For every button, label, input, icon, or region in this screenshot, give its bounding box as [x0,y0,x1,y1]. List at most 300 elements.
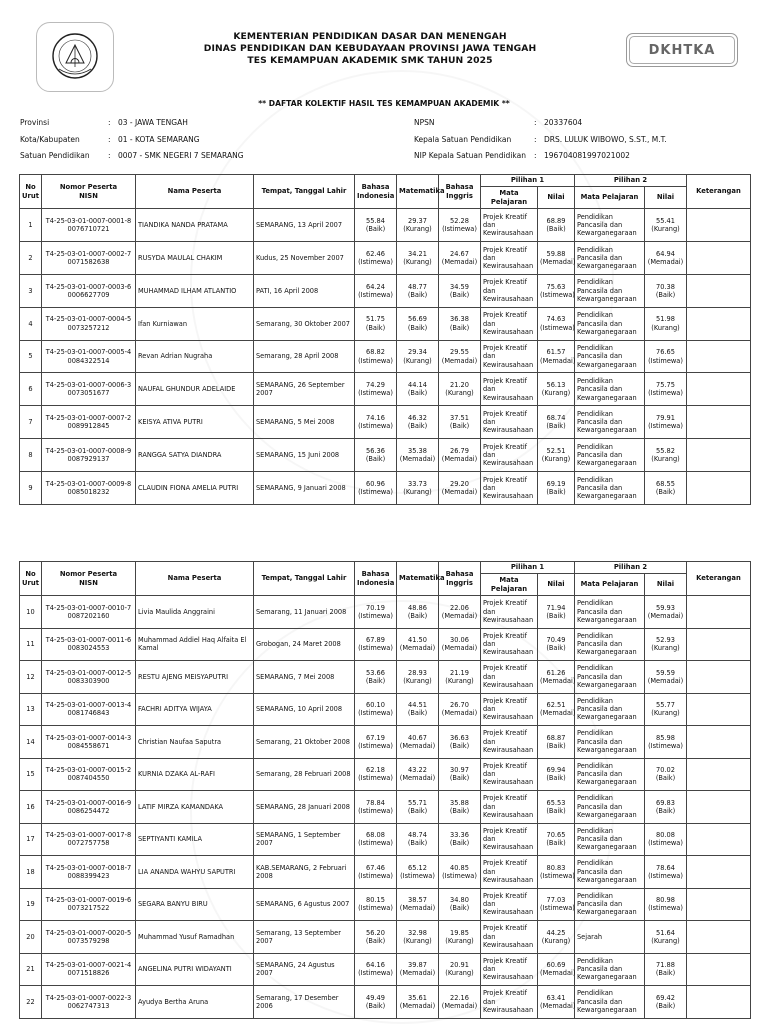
cell-nilai1 [538,241,575,274]
cell-nama [136,439,254,472]
score-value: 26.79 [450,446,469,455]
cell-nama [136,823,254,856]
subject-name: Projek Kreatif dan Kewirausahaan [483,278,534,303]
cell-ttl [254,791,355,824]
cell-no [20,596,42,629]
cell-nilai1 [538,953,575,986]
info-label: NIP Kepala Satuan Pendidikan [414,151,526,160]
nisn: 0086254472 [67,806,110,815]
cell-mapel2 [575,340,645,373]
score-value: 21.20 [450,381,469,390]
score-value: 60.10 [366,701,385,710]
col-ttl-header: Tempat, Tanggal Lahir [254,175,355,209]
row-number: 7 [28,418,33,427]
cell-mapel2 [575,241,645,274]
col-no-header: No Urut [20,562,42,596]
score-value: 41.50 [408,636,427,645]
participant-name: NAUFAL GHUNDUR ADELAIDE [138,385,236,394]
subject-name: Projek Kreatif dan Kewirausahaan [483,891,534,917]
score-value: 53.66 [366,668,385,677]
cell-no [20,406,42,439]
score-category: (Memadai) [399,644,436,653]
score-value: 70.65 [546,831,566,840]
birth-place-date: Semarang, 28 April 2008 [256,352,339,361]
birth-place-date: SEMARANG, 15 Juni 2008 [256,451,340,460]
cell-bing [439,241,481,274]
score-category: (Baik) [365,224,386,233]
cell-bing [439,628,481,661]
participant-number: T4-25-03-01-0007-0011-6 [45,636,132,645]
score-category: (Istimewa) [442,871,477,880]
cell-ttl [254,693,355,726]
birth-place-date: SEMARANG, 26 September 2007 [256,381,345,398]
cell-nomor [42,661,136,694]
score-value: 44.51 [408,701,427,710]
cell-mtk [397,406,439,439]
score-value: 34.80 [450,896,469,905]
cell-mtk [397,986,439,1019]
participant-number: T4-25-03-01-0007-0002-7 [45,249,132,258]
score-category: (Istimewa) [648,356,683,365]
cell-nomor [42,340,136,373]
score-category: (Baik) [407,709,428,718]
participant-name: FACHRI ADITYA WIJAYA [138,705,212,714]
birth-place-date: Semarang, 13 September 2007 [256,928,341,945]
cell-nama [136,340,254,373]
subject-name: Pendidikan Pancasila dan Kewarganegaraan [577,989,637,1014]
score-value: 29.20 [450,479,469,488]
nisn: 0089912845 [67,422,110,431]
score-category: (Istimewa) [648,904,683,913]
cell-nilai2 [645,823,687,856]
score-value: 56.20 [366,928,385,937]
cell-ttl [254,340,355,373]
score-category: (Memadai) [399,969,436,978]
score-category: (Istimewa) [358,611,393,620]
score-category: (Istimewa) [358,389,393,398]
participant-name: RUSYDA MAULAL CHAKIM [138,253,223,262]
cell-no [20,373,42,406]
cell-nomor [42,791,136,824]
cell-nilai1 [538,406,575,439]
cell-no [20,661,42,694]
birth-place-date: SEMARANG, 28 Januari 2008 [256,802,350,811]
score-category: (Baik) [546,611,566,620]
score-category: (Baik) [449,741,470,750]
score-value: 52.93 [656,636,675,645]
participant-name: KEISYA ATIVA PUTRI [138,418,203,427]
birth-place-date: SEMARANG, 6 Agustus 2007 [256,900,350,909]
score-value: 80.15 [366,896,385,905]
cell-nama [136,726,254,759]
table-row [20,921,751,954]
participant-number: T4-25-03-01-0007-0006-3 [45,381,132,390]
birth-place-date: Grobogan, 24 Maret 2008 [256,640,341,649]
col-nilai2-header: Nilai [645,187,687,209]
table-row [20,693,751,726]
cell-mapel1 [481,758,538,791]
participant-number: T4-25-03-01-0007-0003-6 [45,282,132,291]
score-category: (Istimewa) [358,709,393,718]
cell-bindo [355,953,397,986]
subject-name: Projek Kreatif dan Kewirausahaan [483,794,534,819]
nisn: 0073257212 [67,323,110,332]
cell-nilai1 [538,274,575,307]
col-bindo-header: Bahasa Indonesia [355,562,397,596]
col-bing-header: Bahasa Inggris [439,562,481,596]
score-category: (Baik) [546,839,566,848]
cell-nomor [42,307,136,340]
cell-mapel1 [481,693,538,726]
table-row [20,888,751,921]
nisn: 0087202160 [67,611,110,620]
nisn: 0087929137 [67,455,110,464]
cell-nomor [42,693,136,726]
score-value: 35.38 [408,446,427,455]
cell-nama [136,241,254,274]
cell-nama [136,628,254,661]
col-mtk-header: Matematika [397,562,439,596]
score-value: 75.75 [656,381,675,390]
score-value: 48.74 [408,831,427,840]
score-value: 36.63 [450,733,469,742]
participant-number: T4-25-03-01-0007-0010-7 [45,603,132,612]
subject-name: Pendidikan Pancasila dan Kewarganegaraan [577,826,637,852]
col-nama-header: Nama Peserta [136,562,254,596]
nisn: 0071518826 [67,969,110,978]
score-category: (Memadai) [441,709,478,718]
cell-mapel2 [575,274,645,307]
nisn: 0073579298 [67,936,110,945]
col-mapel1-header: Mata Pelajaran [481,574,538,596]
score-category: (Kurang) [403,488,432,497]
cell-no [20,693,42,726]
score-value: 46.32 [408,414,427,423]
cell-bing [439,274,481,307]
score-value: 68.08 [366,831,385,840]
cell-nomor [42,406,136,439]
cell-bing [439,726,481,759]
subject-name: Pendidikan Pancasila dan Kewarganegaraan [577,245,637,270]
birth-place-date: Semarang, 17 Desember 2006 [256,993,339,1010]
birth-place-date: Semarang, 30 Oktober 2007 [256,319,350,328]
score-category: (Baik) [449,839,470,848]
cell-bing [439,472,481,505]
cell-bindo [355,373,397,406]
subject-name: Pendidikan Pancasila dan Kewarganegaraan [577,409,637,435]
score-category: (Istimewa) [648,839,683,848]
cell-nomor [42,921,136,954]
subject-name: Pendidikan Pancasila dan Kewarganegaraan [577,377,637,402]
participant-number: T4-25-03-01-0007-0009-8 [45,479,132,488]
cell-mapel1 [481,373,538,406]
cell-mtk [397,241,439,274]
subject-name: Projek Kreatif dan Kewirausahaan [483,377,534,402]
info-row: Kepala Satuan Pendidikan : DRS. LULUK WIBOWO, S.ST., M.T. [414,132,667,149]
participant-name: SEGARA BANYU BIRU [138,900,208,909]
cell-ttl [254,856,355,889]
nisn: 0087404550 [67,774,110,783]
info-value: 196704081997021002 [544,151,630,160]
score-category: (Kurang) [541,936,571,945]
subject-name: Projek Kreatif dan Kewirausahaan [483,311,534,336]
table-row [20,953,751,986]
birth-place-date: KAB.SEMARANG, 2 Februari 2008 [256,863,347,880]
score-category: (Kurang) [445,676,474,685]
score-value: 61.26 [546,668,566,677]
score-value: 28.93 [408,668,427,677]
cell-nomor [42,274,136,307]
score-value: 55.41 [656,216,675,225]
score-category: (Memadai) [441,455,478,464]
score-value: 24.67 [450,249,469,258]
cell-mapel1 [481,823,538,856]
score-category: (Baik) [407,290,428,299]
cell-keterangan [687,472,751,505]
participant-number: T4-25-03-01-0007-0021-4 [45,961,132,970]
participant-number: T4-25-03-01-0007-0019-6 [45,896,132,905]
score-category: (Kurang) [651,455,680,464]
score-category: (Kurang) [541,455,571,464]
cell-nilai1 [538,758,575,791]
score-category: (Kurang) [403,224,432,233]
cell-no [20,888,42,921]
cell-ttl [254,726,355,759]
table-row [20,758,751,791]
score-category: (Baik) [407,389,428,398]
cell-bindo [355,209,397,242]
cell-mapel2 [575,439,645,472]
cell-nilai2 [645,888,687,921]
score-value: 74.16 [366,414,385,423]
score-category: (Baik) [546,774,566,783]
cell-nilai1 [538,921,575,954]
score-category: (Istimewa) [648,422,683,431]
cell-ttl [254,953,355,986]
score-value: 68.82 [366,348,385,357]
cell-bindo [355,856,397,889]
cell-mapel2 [575,758,645,791]
cell-mtk [397,758,439,791]
score-category: (Memadai) [441,356,478,365]
cell-bing [439,596,481,629]
cell-ttl [254,406,355,439]
info-label: Kota/Kabupaten [20,134,80,144]
nisn: 0071582638 [67,257,110,266]
birth-place-date: SEMARANG, 10 April 2008 [256,705,343,714]
cell-bindo [355,693,397,726]
score-value: 51.75 [366,315,385,324]
score-category: (Baik) [449,774,470,783]
table-row [20,209,751,242]
score-category: (Kurang) [651,323,680,332]
cell-nama [136,921,254,954]
cell-nomor [42,758,136,791]
table-row [20,373,751,406]
cell-bing [439,693,481,726]
cell-mtk [397,693,439,726]
score-value: 65.12 [408,863,427,872]
cell-nomor [42,726,136,759]
cell-mtk [397,373,439,406]
row-number: 10 [26,607,35,616]
score-value: 33.36 [450,831,469,840]
info-value: DRS. LULUK WIBOWO, S.ST., M.T. [544,134,667,144]
cell-nomor [42,953,136,986]
cell-nama [136,596,254,629]
cell-mapel1 [481,209,538,242]
list-heading: ** DAFTAR KOLEKTIF HASIL TES KEMAMPUAN AKADEMIK ** [258,99,510,108]
cell-nama [136,274,254,307]
cell-keterangan [687,241,751,274]
badge-label: DKHTKA [629,36,735,64]
cell-nilai2 [645,596,687,629]
score-category: (Memadai) [441,644,478,653]
participant-name: ANGELINA PUTRI WIDAYANTI [138,965,232,974]
score-category: (Istimewa) [358,422,393,431]
cell-nama [136,661,254,694]
row-number: 11 [26,640,35,649]
cell-nilai2 [645,921,687,954]
score-category: (Memadai) [647,611,684,620]
subject-name: Projek Kreatif dan Kewirausahaan [483,859,534,884]
score-value: 62.51 [546,701,566,710]
subject-name: Projek Kreatif dan Kewirausahaan [483,924,534,949]
participant-name: SEPTIYANTI KAMILA [138,835,203,844]
score-value: 30.06 [450,636,469,645]
info-label: Kepala Satuan Pendidikan [414,134,512,144]
col-keterangan-header: Keterangan [687,175,751,209]
school-info-right [414,115,667,165]
participant-name: MUHAMMAD ILHAM ATLANTIO [138,286,237,295]
score-category: (Memadai) [540,676,576,685]
score-value: 65.53 [546,798,566,807]
cell-mapel1 [481,307,538,340]
score-value: 60.69 [546,961,566,970]
cell-mapel2 [575,596,645,629]
score-value: 48.77 [408,282,427,291]
cell-mapel1 [481,274,538,307]
score-category: (Baik) [365,1001,386,1010]
score-value: 59.88 [546,249,566,258]
cell-nama [136,953,254,986]
cell-ttl [254,823,355,856]
cell-keterangan [687,307,751,340]
nisn: 0062747313 [67,1001,110,1010]
cell-keterangan [687,628,751,661]
participant-name: Livia Maulida Anggraini [138,607,215,616]
score-category: (Memadai) [399,904,436,913]
participant-number: T4-25-03-01-0007-0018-7 [45,863,132,872]
score-category: (Baik) [449,806,470,815]
cell-keterangan [687,823,751,856]
document-title [150,31,590,67]
score-value: 22.06 [450,603,469,612]
cell-mapel2 [575,472,645,505]
subject-name: Projek Kreatif dan Kewirausahaan [483,729,534,754]
cell-no [20,953,42,986]
score-value: 51.98 [656,315,675,324]
score-value: 44.25 [546,928,566,937]
score-category: (Baik) [655,290,676,299]
score-category: (Baik) [546,224,566,233]
cell-bindo [355,726,397,759]
subject-name: Pendidikan Pancasila dan Kewarganegaraan [577,344,637,369]
birth-place-date: PATI, 16 April 2008 [256,286,319,295]
birth-place-date: SEMARANG, 24 Agustus 2007 [256,961,335,978]
participant-number: T4-25-03-01-0007-0022-3 [45,993,132,1002]
row-number: 13 [26,705,35,714]
participant-name: RANGGA SATYA DIANDRA [138,451,222,460]
score-category: (Baik) [546,488,566,497]
info-value: 20337604 [544,118,583,127]
score-category: (Baik) [365,676,386,685]
participant-name: Muhammad Yusuf Ramadhan [138,932,235,941]
cell-mtk [397,439,439,472]
cell-bindo [355,823,397,856]
score-category: (Istimewa) [648,871,683,880]
cell-no [20,472,42,505]
cell-no [20,628,42,661]
cell-mapel2 [575,661,645,694]
cell-keterangan [687,661,751,694]
cell-bindo [355,274,397,307]
cell-keterangan [687,209,751,242]
table-row [20,628,751,661]
cell-mapel1 [481,340,538,373]
score-value: 69.94 [546,766,566,775]
results-table-page-1 [19,174,751,505]
cell-bindo [355,439,397,472]
score-category: (Memadai) [647,676,684,685]
score-value: 49.49 [366,993,385,1002]
row-number: 8 [28,451,33,460]
col-pilihan1-header: Pilihan 1 [481,562,575,574]
subject-name: Projek Kreatif dan Kewirausahaan [483,475,534,501]
cell-mtk [397,888,439,921]
cell-bing [439,307,481,340]
col-keterangan-header: Keterangan [687,562,751,596]
cell-nama [136,307,254,340]
col-nomor-header: Nomor Peserta NISN [42,175,136,209]
nisn: 0081746843 [67,709,110,718]
subject-name: Pendidikan Pancasila dan Kewarganegaraan [577,664,637,689]
cell-ttl [254,758,355,791]
cell-nomor [42,241,136,274]
cell-nilai2 [645,628,687,661]
cell-nomor [42,888,136,921]
score-value: 55.77 [656,701,675,710]
cell-mapel2 [575,823,645,856]
cell-keterangan [687,921,751,954]
score-value: 75.63 [546,282,566,291]
score-value: 37.51 [450,414,469,423]
col-nama-header: Nama Peserta [136,175,254,209]
cell-mtk [397,472,439,505]
subject-name: Projek Kreatif dan Kewirausahaan [483,826,534,852]
cell-ttl [254,628,355,661]
cell-ttl [254,888,355,921]
score-category: (Istimewa) [540,290,575,299]
cell-keterangan [687,596,751,629]
document-code-badge [626,33,738,67]
cell-nomor [42,373,136,406]
title-line-agency: DINAS PENDIDIKAN DAN KEBUDAYAAN PROVINSI JAWA TENGAH [203,43,537,54]
table-row [20,340,751,373]
score-value: 32.98 [408,928,427,937]
birth-place-date: Semarang, 11 Januari 2008 [256,607,347,616]
cell-bing [439,661,481,694]
